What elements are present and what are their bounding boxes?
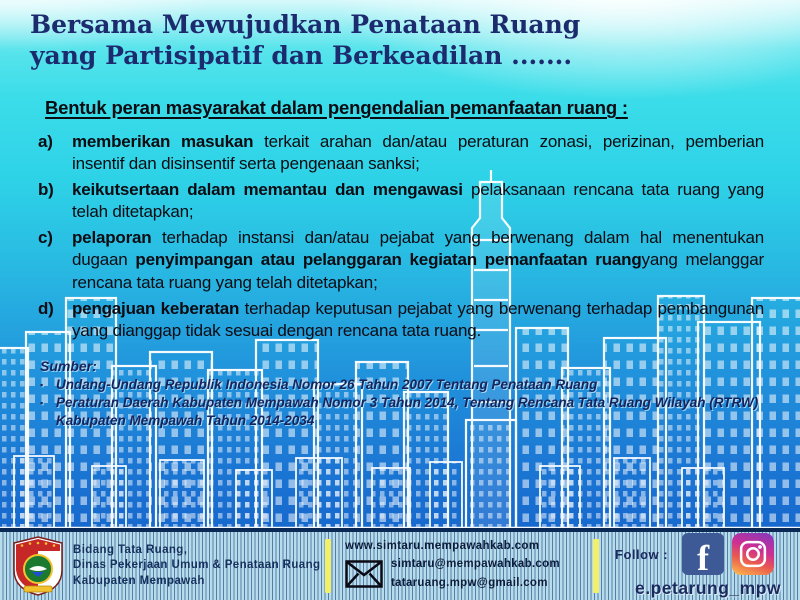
- list-item-text: keikutsertaan dalam memantau dan mengawasi pelaksanaan rencana tata ruang yang telah ditetapkan;: [72, 180, 765, 222]
- list-item-letter: c): [38, 228, 53, 248]
- sources-block: [40, 358, 764, 431]
- list-item-text: memberikan masukan terkait arahan dan/atau peraturan zonasi, perizinan, pemberian insentif dan disinsentif serta pengenaan sanksi;: [72, 132, 764, 174]
- source-text: Peraturan Daerah Kabupaten Mempawah Nomor 3 Tahun 2014, Tentang Rencana Tata Ruang Wilayah (RTRW) Kabupaten Mempawah Tahun 2014-2034: [56, 395, 759, 429]
- title-line-1: Bersama Mewujudkan Penataan Ruang: [30, 10, 581, 39]
- list-item-text: pengajuan keberatan terhadap keputusan pejabat yang berwenang terhadap pembangunan yang dianggap tidak sesuai dengan rencana tata ruang.: [72, 298, 765, 340]
- sources-list: [40, 376, 764, 431]
- envelope-icon: [345, 560, 383, 588]
- list-item-letter: d): [38, 298, 54, 318]
- source-item: [40, 394, 764, 430]
- list-item-text: pelaporan terhadap instansi dan/atau pejabat yang berwenang dalam hal menentukan dugaan penyimpangan atau pelanggaran kegiatan pemanfaatan ruangyang melanggar rencana tata ruang yang telah ditetapkan;: [72, 228, 764, 292]
- list-item: [38, 227, 764, 293]
- list-item-letter: b): [38, 180, 54, 200]
- source-text: Undang-Undang Republik Indonesia Nomor 26 Tahun 2007 Tentang Penataan Ruang: [56, 377, 598, 392]
- follow-label: Follow :: [615, 546, 669, 562]
- instagram-handle: e.petarung_mpw: [634, 578, 782, 598]
- title-line-2: yang Partisipatif dan Berkeadilan .......: [30, 40, 573, 70]
- section-heading: Bentuk peran masyarakat dalam pengendalian pemanfaatan ruang :: [45, 97, 628, 118]
- bullet-icon: ▪: [40, 398, 44, 409]
- list-item-letter: a): [38, 132, 53, 151]
- source-item: [40, 376, 764, 394]
- list-item: [38, 298, 764, 342]
- slide-title: [30, 10, 580, 71]
- website-url[interactable]: www.simtaru.mempawahkab.com: [345, 540, 540, 553]
- org-line-2: Dinas Pekerjaan Umum & Penataan Ruang: [73, 559, 321, 572]
- contact-block: [345, 540, 593, 592]
- email-simtaru[interactable]: simtaru@mempawahkab.com: [391, 558, 560, 571]
- list-item: [38, 131, 764, 175]
- email-tataruang[interactable]: tataruang.mpw@gmail.com: [391, 576, 548, 589]
- instagram-icon[interactable]: [732, 533, 774, 575]
- participation-list: [38, 131, 764, 346]
- org-line-1: Bidang Tata Ruang,: [73, 544, 188, 557]
- organization-name: [73, 543, 325, 589]
- facebook-icon[interactable]: f: [682, 533, 724, 575]
- mempawah-crest-logo: [12, 536, 64, 596]
- footer-divider-right: [593, 539, 599, 593]
- org-line-3: Kabupaten Mempawah: [73, 574, 205, 587]
- footer-divider-left: [325, 539, 331, 593]
- sources-heading: Sumber:: [40, 358, 97, 374]
- social-block: [615, 533, 800, 599]
- list-item: [38, 179, 764, 223]
- bullet-icon: ▪: [40, 380, 44, 390]
- footer-bar: [0, 528, 800, 600]
